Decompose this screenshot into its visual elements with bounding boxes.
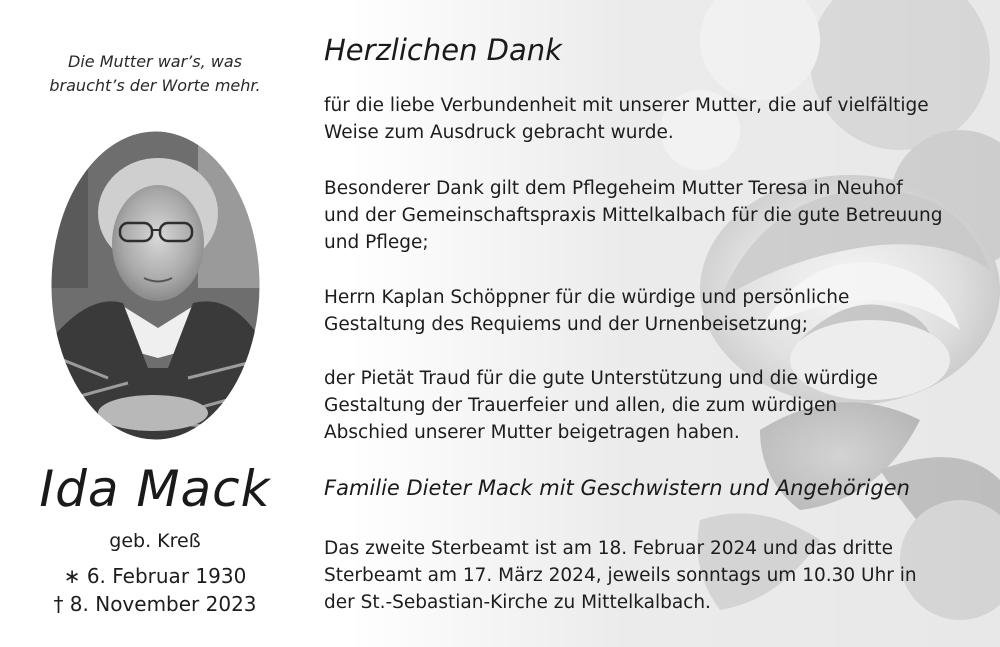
- death-date-line: [20, 591, 290, 618]
- text-line: Abschied unserer Mutter beigetragen haben.: [324, 422, 740, 443]
- thanks-paragraph-1: [324, 92, 964, 146]
- service-info: [324, 535, 964, 616]
- birth-symbol: ∗: [63, 564, 81, 588]
- text-line: der Pietät Traud für die gute Unterstützung und die würdige: [324, 368, 878, 389]
- text-line: der St.-Sebastian-Kirche zu Mittelkalbach.: [324, 592, 711, 613]
- text-line: für die liebe Verbundenheit mit unserer Mutter, die auf vielfältige: [324, 95, 929, 116]
- family-signature: Familie Dieter Mack mit Geschwistern und Angehörigen: [324, 476, 910, 500]
- thanks-heading: Herzlichen Dank: [324, 33, 562, 67]
- thanks-paragraph-3: [324, 284, 964, 338]
- text-line: Das zweite Sterbeamt ist am 18. Februar 2024 und das dritte: [324, 538, 893, 559]
- birth-date-line: [20, 563, 290, 590]
- text-line: Herrn Kaplan Schöppner für die würdige und persönliche: [324, 287, 850, 308]
- text-line: Weise zum Ausdruck gebracht wurde.: [324, 122, 674, 143]
- birth-date: 6. Februar 1930: [86, 564, 247, 588]
- text-line: Gestaltung der Trauerfeier und allen, die zum würdigen: [324, 395, 838, 416]
- text-line: Gestaltung des Requiems und der Urnenbeisetzung;: [324, 314, 809, 335]
- death-date: 8. November 2023: [69, 592, 257, 616]
- portrait-photo: [48, 128, 263, 443]
- memorial-quote: [20, 50, 290, 98]
- thanks-paragraph-4: [324, 365, 964, 446]
- text-line: Besonderer Dank gilt dem Pflegeheim Mutter Teresa in Neuhof: [324, 178, 903, 199]
- death-symbol: †: [53, 592, 64, 616]
- deceased-name: Ida Mack: [39, 460, 271, 518]
- text-line: und Pflege;: [324, 232, 429, 253]
- text-line: Sterbeamt am 17. März 2024, jeweils sonntags um 10.30 Uhr in: [324, 565, 917, 586]
- thanks-paragraph-2: [324, 175, 964, 256]
- maiden-name: geb. Kreß: [109, 530, 201, 552]
- quote-line-2: braucht’s der Worte mehr.: [49, 76, 261, 95]
- text-line: und der Gemeinschaftspraxis Mittelkalbach für die gute Betreuung: [324, 205, 943, 226]
- quote-line-1: Die Mutter war’s, was: [68, 52, 242, 71]
